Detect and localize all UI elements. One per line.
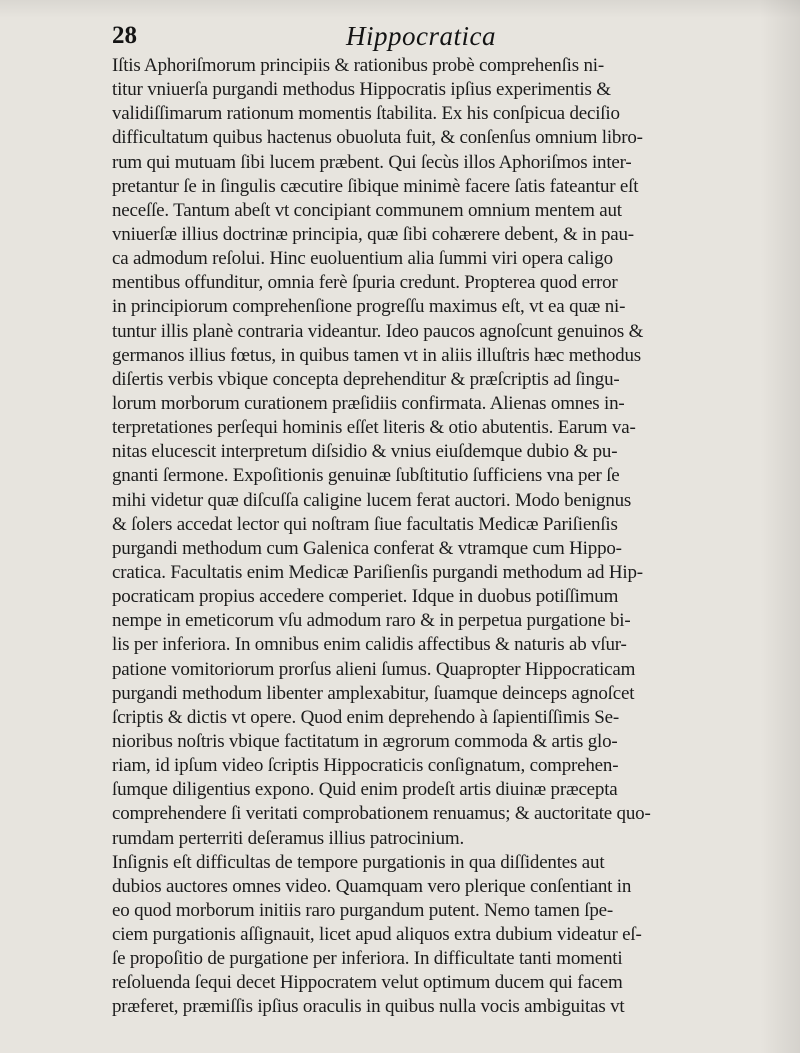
text-line: ſumque diligentius expono. Quid enim prodeſt artis diuinæ præcepta: [112, 779, 618, 801]
text-line: tuntur illis planè contraria videantur. Ideo paucos agnoſcunt genuinos &: [112, 320, 644, 342]
text-line: pretantur ſe in ſingulis cæcutire ſibique minimè facere ſatis fateantur eſt: [112, 175, 639, 197]
text-line: rumdam perterriti deſeramus illius patrocinium.: [112, 827, 465, 849]
text-line: vniuerſæ illius doctrinæ principia, quæ ſibi cohærere debent, & in pau-: [112, 223, 634, 245]
running-title: Hippocratica: [346, 21, 496, 51]
text-line: pocraticam propius accedere comperiet. Idque in duobus potiſſimum: [112, 586, 619, 608]
text-line: dubios auctores omnes video. Quamquam vero plerique conſentiant in: [112, 875, 632, 897]
text-line: germanos illius fœtus, in quibus tamen vt in aliis illuſtris hæc methodus: [112, 344, 641, 366]
text-line: diſertis verbis vbique concepta deprehenditur & præſcriptis ad ſingu-: [112, 368, 620, 390]
text-line: lorum morborum curationem præſidiis confirmata. Alienas omnes in-: [112, 392, 625, 414]
text-line: titur vniuerſa purgandi methodus Hippocratis ipſius experimentis &: [112, 79, 611, 101]
text-line: Inſignis eſt difficultas de tempore purgationis in qua diſſidentes aut: [112, 851, 605, 873]
text-line: purgandi methodum libenter amplexabitur, ſuamque deinceps agnoſcet: [112, 682, 635, 704]
show-through-bleed: [86, 930, 116, 1010]
text-line: mentibus offunditur, omnia ferè ſpuria credunt. Propterea quod error: [112, 272, 618, 294]
text-line: validiſſimarum rationum momentis ſtabilita. Ex his conſpicua deciſio: [112, 103, 620, 125]
running-head: [112, 20, 792, 52]
text-line: patione vomitoriorum prorſus alieni ſumus. Quapropter Hippocraticam: [112, 658, 636, 680]
text-line: terpretationes perſequi hominis eſſet literis & otio abutentis. Earum va-: [112, 417, 636, 439]
text-line: nioribus noſtris vbique factitatum in ægrorum commoda & artis glo-: [112, 730, 618, 752]
text-line: nempe in emeticorum vſu admodum raro & in perpetua purgatione bi-: [112, 610, 631, 632]
text-line: præferet, præmiſſis ipſius oraculis in quibus nulla vocis ambiguitas vt: [112, 996, 625, 1018]
text-line: & ſolers accedat lector qui noſtram ſiue facultatis Medicæ Pariſienſis: [112, 513, 618, 535]
text-line: ſcriptis & dictis vt opere. Quod enim deprehendo à ſapientiſſimis Se-: [112, 706, 620, 728]
text-line: eo quod morborum initiis raro purgandum putent. Nemo tamen ſpe-: [112, 899, 614, 921]
text-line: riam, id ipſum video ſcriptis Hippocraticis conſignatum, comprehen-: [112, 755, 619, 777]
text-line: reſoluenda ſequi decet Hippocratem velut optimum ducem qui facem: [112, 972, 623, 994]
page-number: 28: [112, 22, 137, 49]
text-line: Iſtis Aphoriſmorum principiis & rationibus probè comprehenſis ni-: [112, 55, 605, 76]
text-line: gnanti ſermone. Expoſitionis genuinæ ſubſtitutio ſufficiens vna per ſe: [112, 465, 620, 487]
text-line: in principiorum comprehenſione progreſſu maximus eſt, vt ea quæ ni-: [112, 296, 626, 318]
text-line: ciem purgationis aſſignauit, licet apud aliquos extra dubium videatur eſ-: [112, 924, 642, 946]
page-top-shadow: [0, 0, 800, 18]
text-line: neceſſe. Tantum abeſt vt concipiant communem omnium mentem aut: [112, 199, 622, 221]
text-line: comprehendere ſi veritati comprobationem renuamus; & auctoritate quo-: [112, 803, 651, 825]
text-line: purgandi methodum cum Galenica conferat & vtramque cum Hippo-: [112, 537, 622, 559]
text-line: ſe propoſitio de purgatione per inferiora. In difficultate tanti momenti: [112, 948, 623, 970]
text-line: difficultatum quibus hactenus obuoluta fuit, & conſenſus omnium libro-: [112, 127, 643, 149]
text-line: ca admodum reſolui. Hinc euoluentium alia ſummi viri opera caligo: [112, 248, 613, 270]
text-line: lis per inferiora. In omnibus enim calidis affectibus & naturis ab vſur-: [112, 634, 627, 656]
text-line: nitas elucescit interpretum diſsidio & vnius eiuſdemque dubio & pu-: [112, 441, 618, 463]
text-line: rum qui mutuam ſibi lucem præbent. Qui ſecùs illos Aphoriſmos inter-: [112, 151, 632, 173]
body-text: [112, 54, 796, 1020]
text-line: mihi videtur quæ diſcuſſa caligine lucem ferat auctori. Modo benignus: [112, 489, 632, 511]
text-line: cratica. Facultatis enim Medicæ Pariſienſis purgandi methodum ad Hip-: [112, 561, 643, 583]
